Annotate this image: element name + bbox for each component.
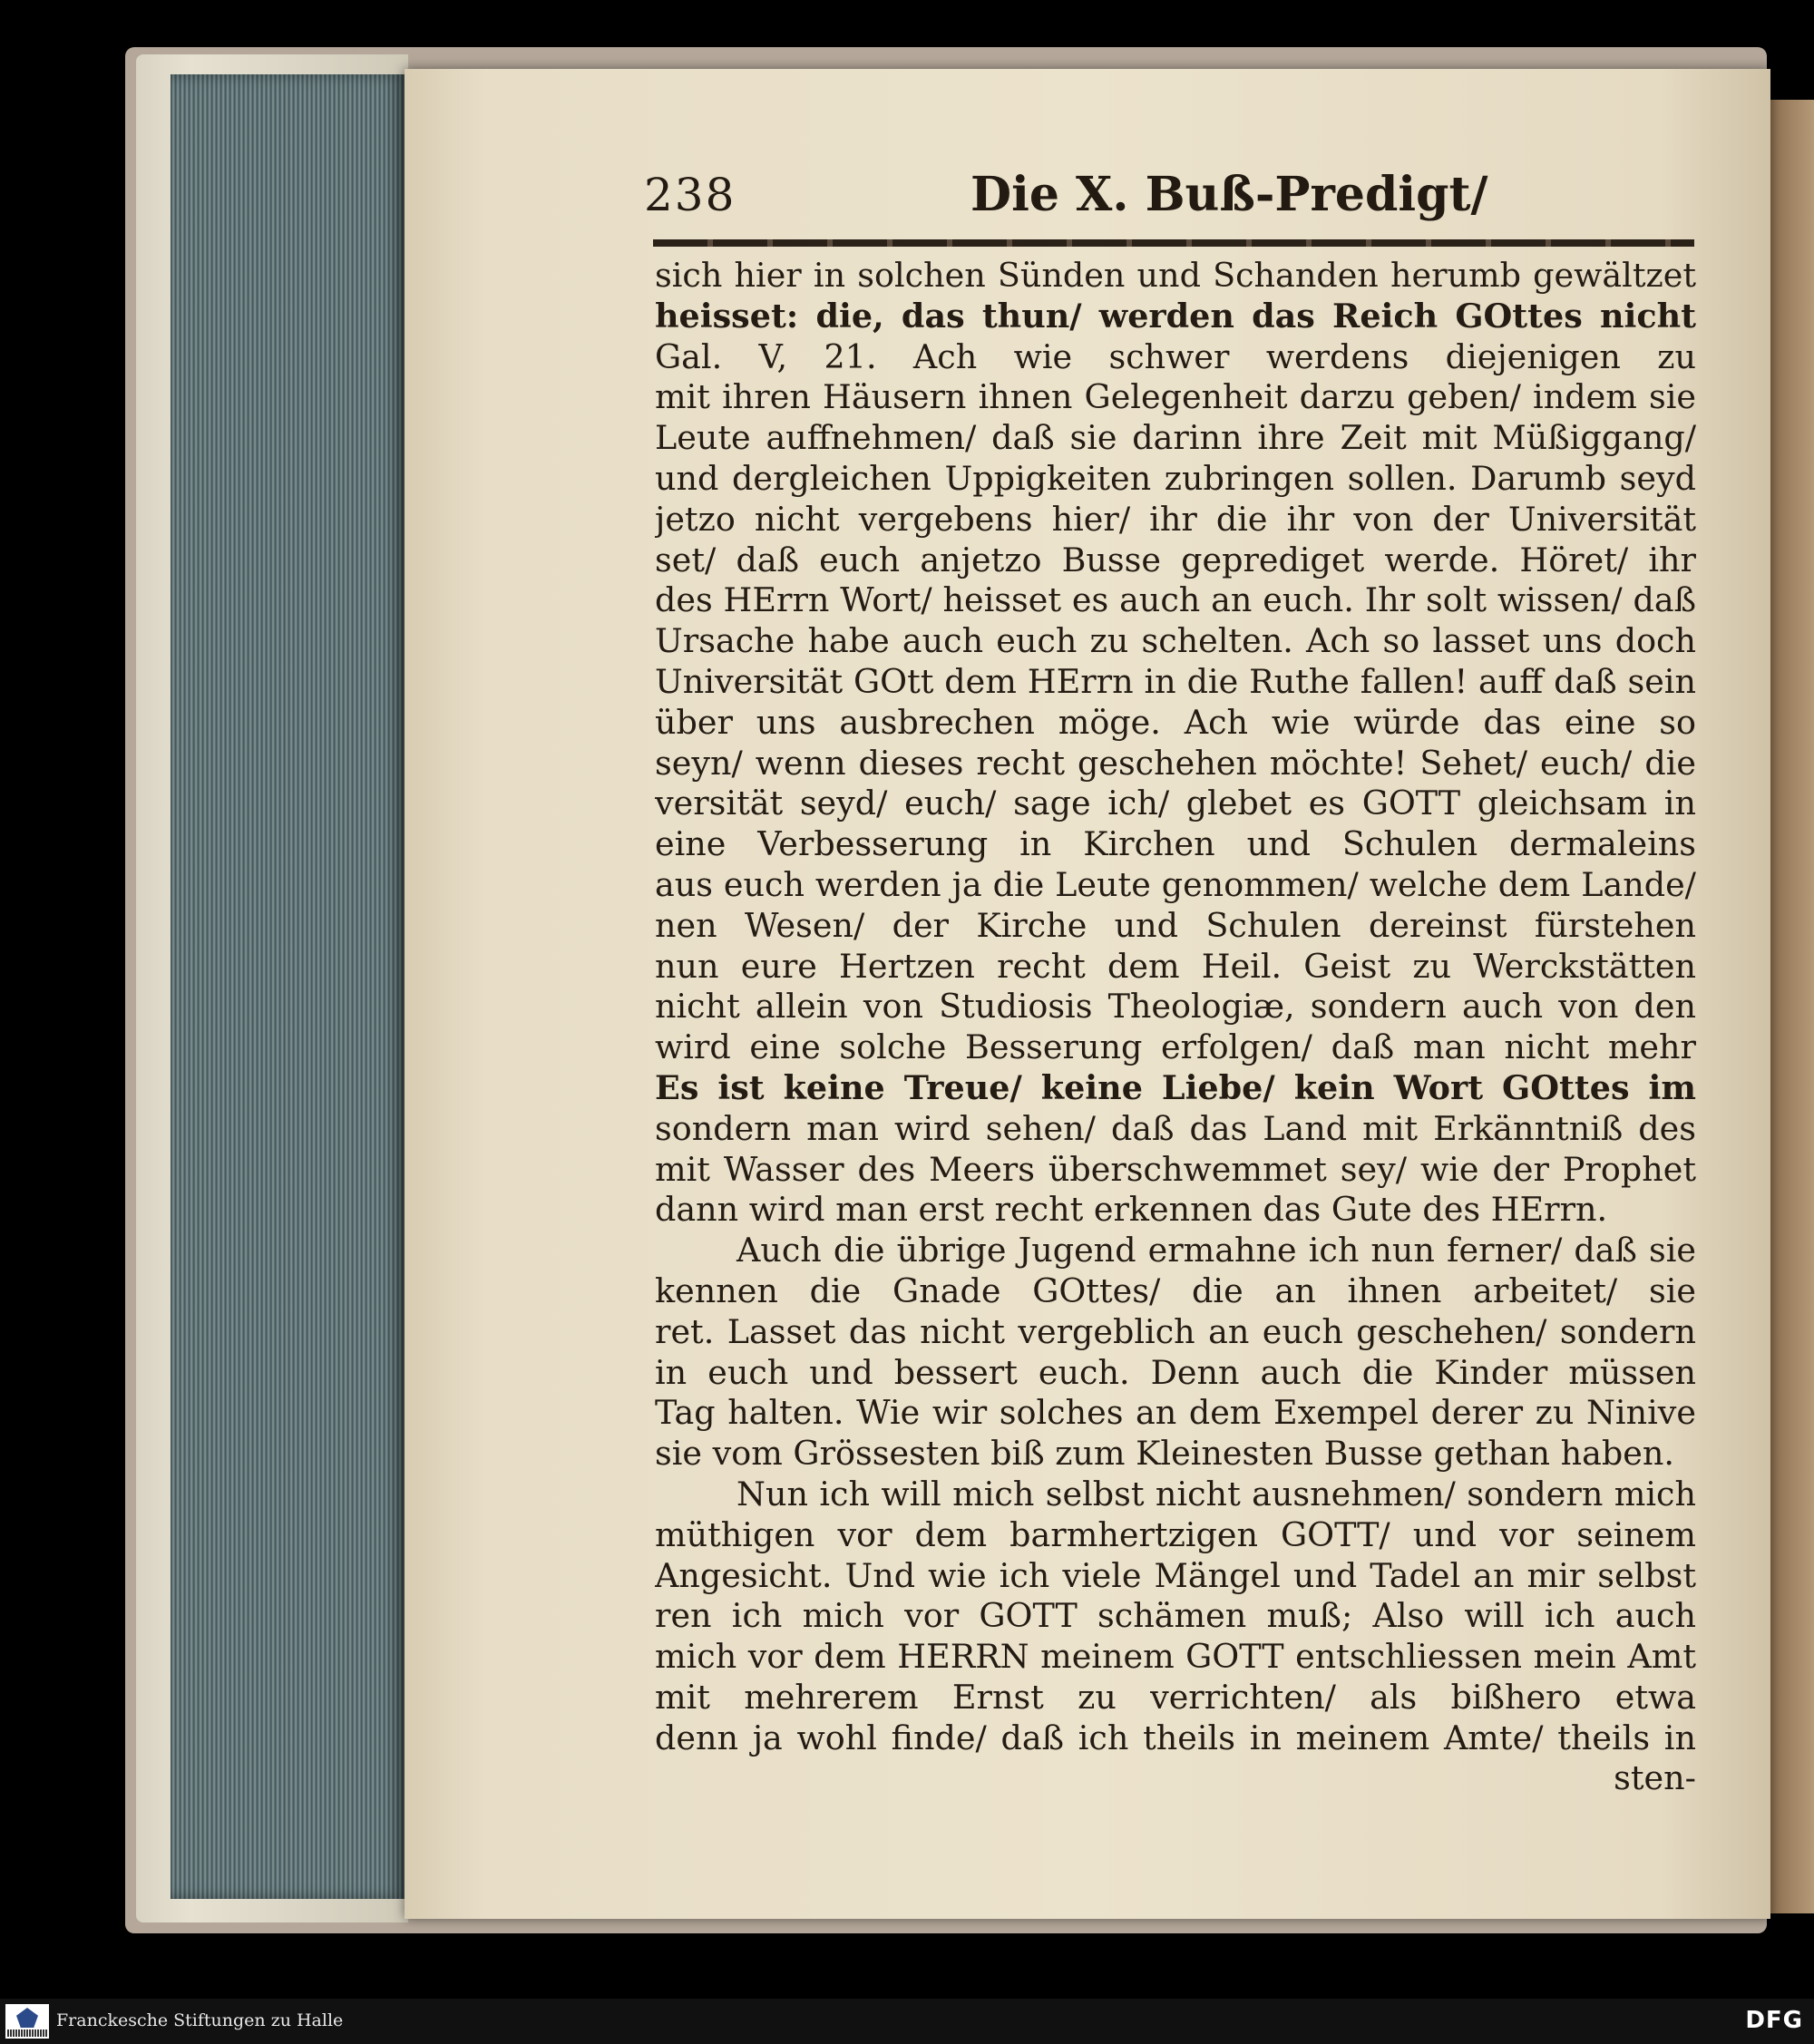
text-line: wird eine solche Besserung erfolgen/ daß man nicht mehr	[655, 1027, 1696, 1067]
text-line: sie vom Grössesten biß zum Kleinesten Busse gethan haben.	[655, 1434, 1674, 1474]
text-line: mich vor dem HERRN meinem GOTT entschliessen mein Amt	[655, 1637, 1696, 1677]
text-line: set/ daß euch anjetzo Busse geprediget werde. Höret/ ihr	[655, 540, 1696, 579]
text-line: heisset: die, das thun/ werden das Reich GOttes nicht	[655, 296, 1696, 336]
text-line: Universität GOtt dem HErrn in die Ruthe fallen! auff daß sein	[655, 661, 1696, 701]
text-line: mit Wasser des Meers überschwemmet sey/ wie der Prophet	[655, 1149, 1696, 1189]
page-fore-edge	[171, 74, 405, 1899]
text-line: seyn/ wenn dieses recht geschehen möchte! Sehet/ euch/ die	[655, 743, 1696, 783]
text-line: Ursache habe auch euch zu schelten. Ach so lasset uns doch	[655, 621, 1696, 661]
text-line: Angesicht. Und wie ich viele Mängel und Tadel an mir selbst	[655, 1555, 1696, 1595]
text-line: ren ich mich vor GOTT schämen muß; Also will ich auch	[655, 1596, 1696, 1636]
text-line: aus euch werden ja die Leute genommen/ welche dem Lande/	[655, 864, 1696, 904]
text-line: denn ja wohl finde/ daß ich theils in meinem Amte/ theils in	[655, 1718, 1696, 1757]
running-title: Die X. Buß-Predigt/	[970, 167, 1488, 222]
logo-mark	[16, 2008, 38, 2028]
text-line: sich hier in solchen Sünden und Schanden herumb gewältzet	[655, 256, 1696, 295]
text-line: Leute auffnehmen/ daß sie darinn ihre Zeit mit Müßiggang/	[655, 418, 1696, 458]
viewer-footer	[0, 1999, 1814, 2044]
page-header	[644, 169, 1696, 232]
text-line: eine Verbesserung in Kirchen und Schulen dermaleins	[655, 824, 1696, 864]
text-line: ret. Lasset das nicht vergeblich an euch geschehen/ sondern	[655, 1311, 1696, 1351]
text-line: Nun ich will mich selbst nicht ausnehmen/ sondern mich	[736, 1474, 1696, 1514]
logo-caption	[7, 2029, 47, 2037]
text-line: und dergleichen Uppigkeiten zubringen sollen. Darumb seyd	[655, 458, 1696, 498]
catchword: sten-	[1614, 1758, 1696, 1798]
text-line: in euch und bessert euch. Denn auch die Kinder müssen	[655, 1352, 1696, 1392]
page-number: 238	[644, 169, 736, 221]
text-line: über uns ausbrechen möge. Ach wie würde das eine so	[655, 702, 1696, 742]
text-line: müthigen vor dem barmhertzigen GOTT/ und vor seinem	[655, 1514, 1696, 1554]
text-line: sondern man wird sehen/ daß das Land mit Erkänntniß des	[655, 1108, 1696, 1148]
text-line: nen Wesen/ der Kirche und Schulen dereinst fürstehen	[655, 905, 1696, 945]
text-line: Auch die übrige Jugend ermahne ich nun ferner/ daß sie	[736, 1231, 1696, 1270]
text-line: versität seyd/ euch/ sage ich/ glebet es GOTT gleichsam in	[655, 784, 1696, 823]
text-line: Tag halten. Wie wir solches an dem Exempel derer zu Ninive	[655, 1393, 1696, 1433]
text-line: kennen die Gnade GOttes/ die an ihnen arbeitet/ sie	[655, 1270, 1696, 1310]
text-line: nun eure Hertzen recht dem Heil. Geist zu Werckstätten	[655, 946, 1696, 986]
dfg-logo[interactable]: DFG	[1745, 2007, 1803, 2034]
institution-name[interactable]: Franckesche Stiftungen zu Halle	[56, 2010, 344, 2030]
facing-page-edge	[1770, 100, 1814, 1913]
text-line: Gal. V, 21. Ach wie schwer werdens diejenigen zu	[655, 336, 1696, 376]
page-body-text	[655, 256, 1696, 1799]
text-line: Es ist keine Treue/ keine Liebe/ kein Wort GOttes im	[655, 1067, 1696, 1107]
francke-foundations-logo-icon[interactable]	[5, 2004, 49, 2039]
text-line: des HErrn Wort/ heisset es auch an euch. Ihr solt wissen/ daß	[655, 580, 1696, 620]
text-line: mit mehrerem Ernst zu verrichten/ als bißhero etwa	[655, 1677, 1696, 1717]
text-line: jetzo nicht vergebens hier/ ihr die ihr von der Universität	[655, 499, 1696, 539]
text-line: mit ihren Häusern ihnen Gelegenheit darzu geben/ indem sie	[655, 377, 1696, 417]
text-line: dann wird man erst recht erkennen das Gute des HErrn.	[655, 1190, 1608, 1230]
text-line: nicht allein von Studiosis Theologiæ, sondern auch von den	[655, 987, 1696, 1027]
header-rule	[653, 239, 1694, 247]
